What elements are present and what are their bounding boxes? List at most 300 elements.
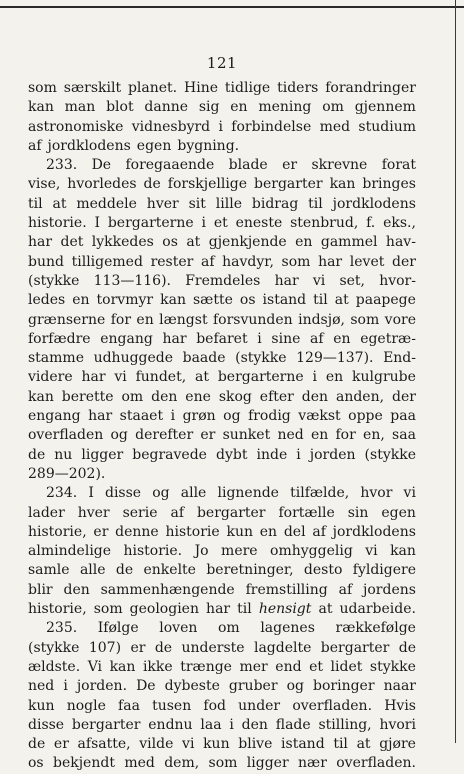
word: derefter <box>135 427 194 444</box>
word: om <box>121 388 144 405</box>
text-line <box>28 79 416 98</box>
text-line <box>28 156 416 175</box>
word: rester <box>150 253 194 270</box>
word: hav- <box>385 234 416 251</box>
word: i <box>201 215 206 232</box>
word: indsjø, <box>298 311 345 328</box>
word: vidnesbyrd <box>131 118 211 135</box>
word: bergarterne <box>217 369 304 386</box>
word: har <box>81 369 106 386</box>
word: en, <box>363 427 385 444</box>
word: danne <box>144 99 189 116</box>
word: istand <box>262 292 307 309</box>
word: ældste. <box>28 658 81 675</box>
word: vi <box>365 543 378 560</box>
word: grøn <box>182 408 216 425</box>
word: bringes <box>362 176 416 193</box>
word: nu <box>54 446 73 463</box>
word: kun <box>28 697 55 714</box>
word: vi <box>403 485 416 502</box>
word: alle <box>79 562 106 579</box>
text-line <box>28 523 416 542</box>
text-line <box>28 233 416 252</box>
word: at <box>195 369 209 386</box>
word: om <box>322 99 344 116</box>
word: kan <box>160 292 186 309</box>
word: gjenkjende <box>208 234 287 251</box>
word: i <box>218 118 223 135</box>
word: det <box>60 234 84 251</box>
word: som <box>28 80 57 96</box>
word: er <box>200 427 216 444</box>
word: som <box>350 311 380 328</box>
word: engang <box>100 330 153 347</box>
word: 234. <box>46 485 78 502</box>
word: tilfælde, <box>290 485 350 502</box>
word: Ifølge <box>97 620 139 637</box>
word: sammenhængende <box>100 581 235 598</box>
word: jordklodens <box>47 137 131 154</box>
word: geologien <box>129 601 199 618</box>
word: tidlige <box>224 80 271 96</box>
word: lidet <box>330 658 363 675</box>
word: udarbeide. <box>339 601 416 618</box>
word: af <box>200 253 215 270</box>
word: den <box>301 388 329 405</box>
word: omhyggelig <box>270 543 353 560</box>
word: hver <box>77 504 110 521</box>
word: De <box>91 157 112 174</box>
word: forbindelse <box>231 118 312 135</box>
word: bidrag <box>251 195 299 212</box>
text-line <box>28 542 416 561</box>
word: 107) <box>88 639 122 656</box>
word: trænge <box>180 658 232 675</box>
word: I <box>88 485 94 502</box>
word: gruber <box>228 678 278 695</box>
word: saa <box>392 427 416 444</box>
word: som <box>281 253 311 270</box>
word: kan <box>329 176 356 193</box>
word: 233. <box>46 157 78 174</box>
word: de <box>154 639 173 656</box>
word: særskilt <box>63 80 122 96</box>
word: nær <box>298 755 327 772</box>
word: at <box>356 736 371 753</box>
word: den <box>151 388 178 405</box>
word: vi <box>182 736 195 753</box>
word: foregaaende <box>125 157 215 174</box>
word: for <box>110 311 132 328</box>
word: blot <box>106 99 134 116</box>
word: stamme <box>28 350 84 367</box>
word: historie <box>165 523 220 540</box>
word: i <box>296 446 301 463</box>
word: hver <box>146 195 179 212</box>
word: forfædre <box>28 330 91 347</box>
word: man <box>64 99 96 116</box>
word: vise, <box>28 176 61 193</box>
word: (stykke <box>28 272 80 289</box>
word: de <box>143 176 161 193</box>
word: lader <box>28 504 65 521</box>
word: kun <box>203 736 230 753</box>
word: en <box>333 330 351 347</box>
word: loven <box>159 620 198 637</box>
word: jordens <box>363 581 416 598</box>
word: nogle <box>66 697 106 714</box>
word: Hvis <box>384 697 416 714</box>
word: set, <box>339 272 365 289</box>
word: Jo <box>194 543 209 560</box>
word: historie, <box>28 523 87 540</box>
word: sig <box>198 99 220 116</box>
text-line <box>28 272 416 291</box>
word: De <box>136 678 156 695</box>
word: gjøre <box>379 736 416 753</box>
word: er <box>93 523 109 540</box>
text-line <box>28 697 416 716</box>
word: baade <box>182 350 226 367</box>
word: der <box>392 253 416 270</box>
word: den <box>241 716 268 733</box>
text-line <box>28 407 416 426</box>
word: til <box>333 736 348 753</box>
word: disse <box>28 716 65 733</box>
text-line <box>28 214 416 233</box>
word: overfladen. <box>336 755 416 772</box>
word: en <box>72 292 90 309</box>
word: de <box>28 446 46 463</box>
word: istand <box>281 736 325 753</box>
word: de <box>115 562 134 579</box>
word: til <box>313 292 328 309</box>
text-line <box>28 446 416 465</box>
word: bekjendt <box>52 755 115 772</box>
word: at <box>334 292 349 309</box>
word: lagdelte <box>253 639 312 656</box>
text-line <box>28 368 416 387</box>
word: meddele <box>76 195 137 212</box>
word: 289—202). <box>28 465 106 482</box>
word: sunket <box>222 427 271 444</box>
page-right-edge <box>455 0 456 743</box>
word: kan <box>109 658 136 675</box>
word: hvori <box>379 716 416 733</box>
word: er <box>53 736 69 753</box>
word: og <box>286 678 304 695</box>
text-line <box>28 581 416 600</box>
word: inde <box>256 446 288 463</box>
word: kan <box>390 543 416 560</box>
word: underste <box>181 639 245 656</box>
word: og <box>152 485 170 502</box>
word: tusen <box>152 697 192 714</box>
word: en <box>295 234 313 251</box>
word: grænserne <box>28 311 106 328</box>
word: og <box>110 427 128 444</box>
page-body-text <box>28 79 416 774</box>
word: f. <box>366 215 376 232</box>
word: end <box>275 658 302 675</box>
word: bergarter <box>71 716 141 733</box>
word: ligger <box>81 446 124 463</box>
word: mere <box>221 543 258 560</box>
text-line <box>28 484 416 503</box>
text-line <box>28 195 416 214</box>
word: hvor- <box>379 272 416 289</box>
word: fod <box>203 697 226 714</box>
word: dybeste <box>164 678 220 695</box>
word: beretninger, <box>206 562 294 579</box>
word: flade <box>275 716 311 733</box>
word: til <box>237 601 252 618</box>
word: i <box>257 330 262 347</box>
word: om <box>218 620 240 637</box>
word: paapege <box>355 292 416 309</box>
text-line <box>28 426 416 445</box>
text-line <box>28 600 416 619</box>
text-line <box>28 504 416 523</box>
word: vilde <box>139 736 174 753</box>
word: har <box>162 330 187 347</box>
text-line <box>28 388 416 407</box>
word: med <box>319 118 351 135</box>
word: staaet <box>119 408 164 425</box>
word: befaret <box>196 330 248 347</box>
word: astronomiske <box>28 118 124 135</box>
word: oppe <box>348 408 383 425</box>
word: at <box>52 195 67 212</box>
text-line <box>28 561 416 580</box>
word: bygning. <box>177 137 240 154</box>
word: lignende <box>217 485 279 502</box>
text-line <box>28 118 416 137</box>
text-line <box>28 677 416 696</box>
word: blive <box>238 736 273 753</box>
word: historie, <box>28 601 87 618</box>
word: af <box>170 504 184 521</box>
word: bergarter <box>320 639 390 656</box>
word: berette <box>61 388 114 405</box>
word: lille <box>215 195 242 212</box>
word: ene <box>185 388 211 405</box>
word: i <box>312 369 318 386</box>
word: ikke <box>142 658 173 675</box>
word: levet <box>349 253 385 270</box>
word: vi <box>312 272 326 289</box>
text-line <box>28 175 416 194</box>
word: tilligemed <box>71 253 143 270</box>
word: forat <box>381 157 416 174</box>
word: hvorledes <box>67 176 137 193</box>
word: har <box>88 408 113 425</box>
word: vækst <box>298 408 341 425</box>
word: i <box>170 408 176 425</box>
word: blir <box>28 581 53 598</box>
word: mening <box>258 99 312 116</box>
word: længst <box>159 311 208 328</box>
word: videre <box>28 369 73 386</box>
word: de <box>28 736 46 753</box>
word: en <box>310 427 329 444</box>
word: serie <box>122 504 158 521</box>
word: (stykke <box>364 446 416 463</box>
word: torvmyr <box>96 292 154 309</box>
word: sit <box>188 195 206 212</box>
word: til <box>308 195 323 212</box>
word: I <box>94 215 100 232</box>
word: kan <box>28 99 54 116</box>
word: planet. <box>127 80 178 96</box>
word: havdyr, <box>222 253 274 270</box>
word: ned <box>28 678 55 695</box>
word: tiders <box>277 80 319 96</box>
word: jorden. <box>76 678 128 695</box>
page-number: 121 <box>206 54 238 72</box>
word: os <box>28 755 44 772</box>
word: en <box>136 311 154 328</box>
word: End- <box>383 350 416 367</box>
word: bergarterne <box>107 215 194 232</box>
word: et <box>309 658 324 675</box>
word: afsatte, <box>77 736 131 753</box>
word: de <box>398 639 416 656</box>
text-line <box>28 137 416 156</box>
word: er <box>130 639 146 656</box>
word: jorden <box>309 446 356 463</box>
word: eneste <box>235 215 283 232</box>
word: at <box>318 601 333 618</box>
word: i <box>63 678 68 695</box>
word: efter <box>259 388 294 405</box>
word: en <box>259 523 278 540</box>
word: kan <box>28 388 54 405</box>
word: denne <box>115 523 159 540</box>
word: af <box>312 523 326 540</box>
word: den <box>63 581 90 598</box>
word: (stykke <box>235 350 287 367</box>
word: som <box>93 601 123 618</box>
word: studium <box>358 118 416 135</box>
word: alle <box>180 485 207 502</box>
word: Hine <box>184 80 219 96</box>
word: en <box>325 369 344 386</box>
word: sine <box>271 330 301 347</box>
word: laa <box>200 716 222 733</box>
word: begravede <box>132 446 207 463</box>
word: naar <box>383 678 416 695</box>
text-line <box>28 639 416 658</box>
text-line <box>28 253 416 272</box>
text-line <box>28 330 416 349</box>
word: os <box>239 292 256 309</box>
word: forandringer <box>325 80 416 96</box>
word: stenbrud, <box>290 215 359 232</box>
word: med <box>124 755 155 772</box>
word: sin <box>347 504 369 521</box>
word: en <box>230 99 248 116</box>
word: som <box>208 755 238 772</box>
word: eks., <box>383 215 416 232</box>
word: har <box>318 253 343 270</box>
word: anden, <box>335 388 385 405</box>
text-line <box>28 754 416 773</box>
text-line <box>28 716 416 735</box>
word: af <box>338 581 353 598</box>
word: hensigt <box>258 601 312 618</box>
text-line <box>28 311 416 330</box>
word: egen <box>136 137 172 154</box>
word: kulgrube <box>352 369 416 386</box>
word: har <box>274 272 299 289</box>
word: enkelte <box>143 562 196 579</box>
word: overfladen. <box>292 697 373 714</box>
word: vi <box>114 369 127 386</box>
word: ledes <box>28 292 66 309</box>
word: almindelige <box>28 543 112 560</box>
word: at <box>186 234 201 251</box>
word: gjennem <box>354 99 416 116</box>
word: boringer <box>313 678 375 695</box>
word: skog <box>218 388 252 405</box>
word: fremstilling <box>245 581 328 598</box>
word: ned <box>277 427 304 444</box>
text-line <box>28 349 416 368</box>
word: mer <box>239 658 268 675</box>
word: der <box>391 388 416 405</box>
word: (stykke <box>28 639 80 656</box>
word: 129—137). <box>296 350 374 367</box>
word: fortælle <box>278 504 335 521</box>
word: os <box>162 234 178 251</box>
word: hvor <box>360 485 393 502</box>
word: fundet, <box>135 369 187 386</box>
word: historie. <box>28 215 87 232</box>
text-line <box>28 619 416 638</box>
word: jordklodens <box>332 195 416 212</box>
word: af <box>310 330 324 347</box>
book-page <box>28 0 416 772</box>
word: skrevne <box>311 157 368 174</box>
word: har <box>28 234 53 251</box>
text-line <box>28 465 416 484</box>
word: 235. <box>46 620 78 637</box>
text-line <box>28 291 416 310</box>
word: lykkedes <box>91 234 154 251</box>
word: paa <box>390 408 416 425</box>
word: fyldigere <box>352 562 416 579</box>
word: udhuggede <box>93 350 174 367</box>
word: til <box>28 195 43 212</box>
word: forsvunden <box>212 311 293 328</box>
word: 113—116). <box>93 272 171 289</box>
word: rækkefølge <box>335 620 416 637</box>
word: jordklodens <box>332 523 416 540</box>
text-line <box>28 658 416 677</box>
word: endnu <box>148 716 193 733</box>
word: gammel <box>320 234 378 251</box>
word: er <box>282 157 298 174</box>
word: Vi <box>87 658 103 675</box>
word: desto <box>303 562 343 579</box>
word: dem, <box>164 755 200 772</box>
word: kun <box>226 523 253 540</box>
word: egen <box>381 504 416 521</box>
word: stykke <box>369 658 416 675</box>
word: del <box>283 523 306 540</box>
word: i <box>229 716 234 733</box>
